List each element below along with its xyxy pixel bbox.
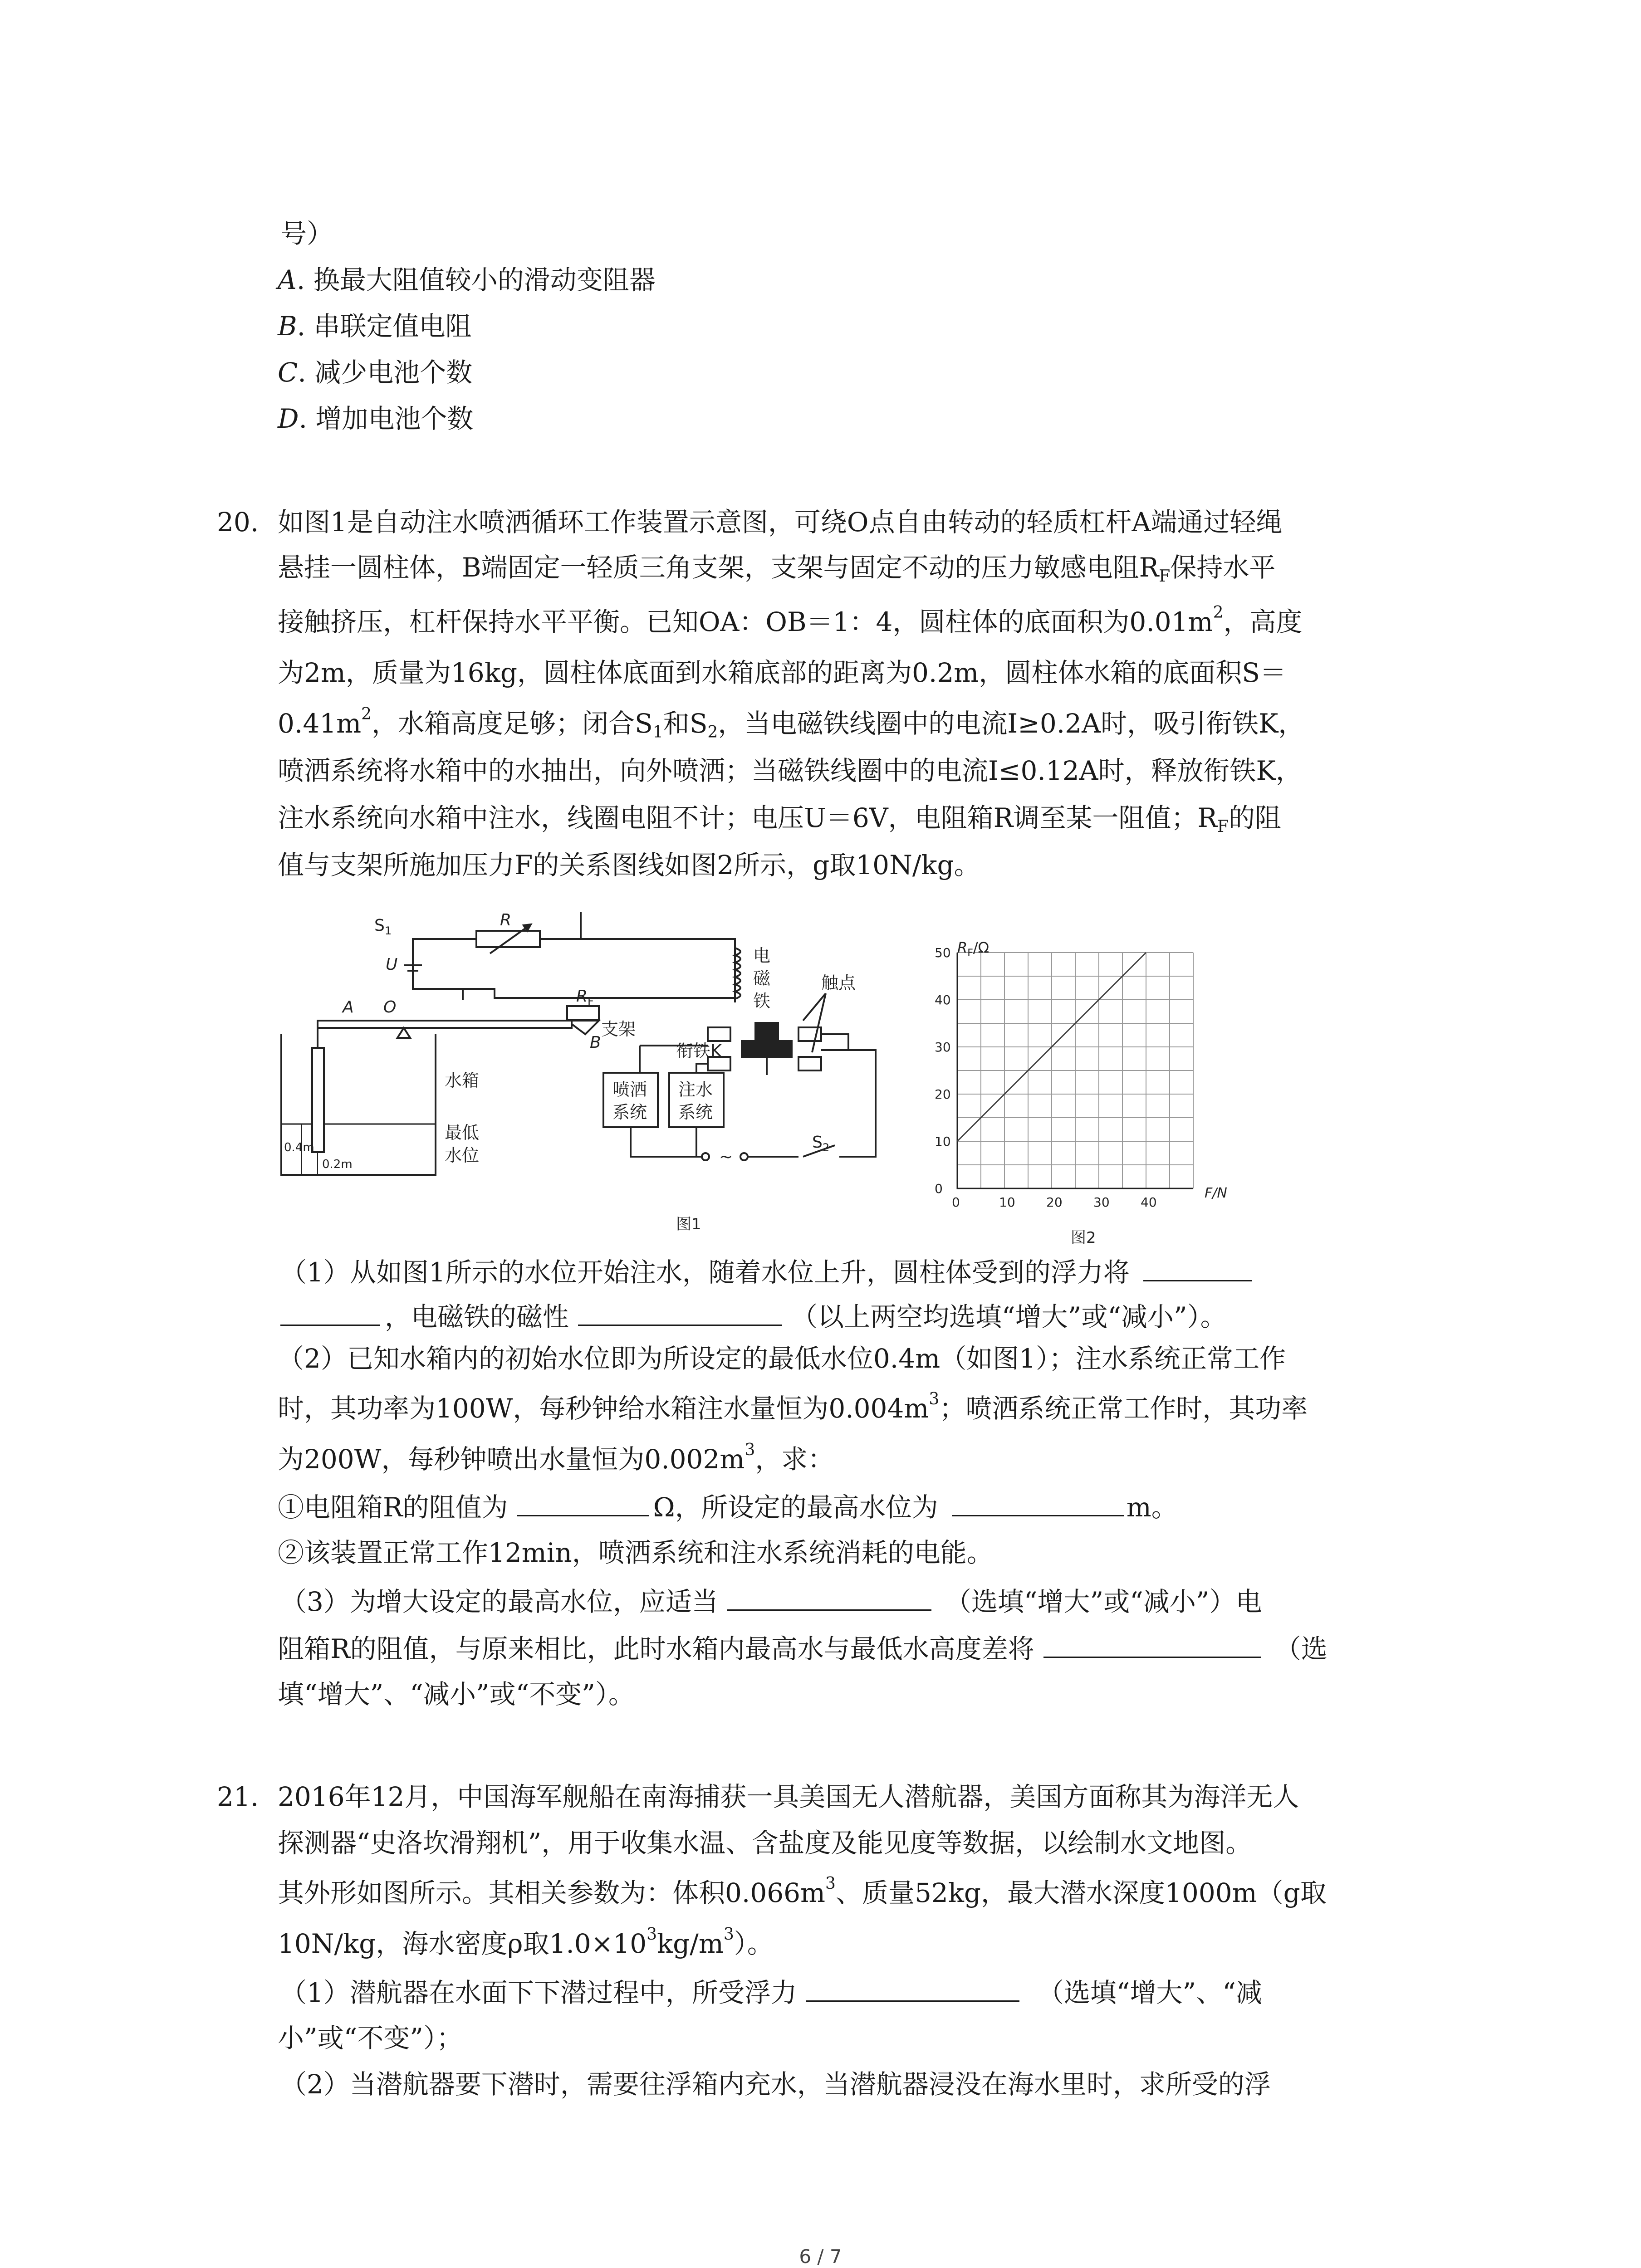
- q20-line-6: 喷洒系统将水箱中的水抽出，向外喷洒；当磁铁线圈中的电流I≤0.12A时，释放衔铁K，: [278, 755, 1302, 786]
- q20-line-4: 为2m，质量为16kg，圆柱体底面到水箱底部的距离为0.2m，圆柱体水箱的底面积S＝: [278, 657, 1286, 688]
- fig1-label-fill-2: 系统: [678, 1102, 713, 1122]
- q20-part-3-line-2: 阻箱R的阻值，与原来相比，此时水箱内最高水与最低水高度差将 （选: [278, 1633, 1327, 1664]
- fig1-label-r: R: [500, 912, 512, 929]
- chart-y-tick-label: 10: [935, 1134, 951, 1149]
- q20-line-8: 值与支架所施加压力F的关系图线如图2所示，g取10N/kg。: [278, 850, 980, 880]
- q20-part-1-line-1: （1）从如图1所示的水位开始注水，随着水位上升，圆柱体受到的浮力将: [280, 1256, 1252, 1288]
- fig1-label-coil-1: 电: [753, 946, 771, 966]
- chart-ylabel: $R_F/\Omega$: [957, 939, 989, 959]
- chart-x-tick-label: 20: [1046, 1195, 1063, 1210]
- fig1-label-ac: ~: [719, 1148, 733, 1166]
- q20-part-2-line-4: ①电阻箱R的阻值为 Ω，所设定的最高水位为 m。: [278, 1492, 1178, 1523]
- svg-text:S2: $S_2$: [812, 1133, 830, 1154]
- page-number: 6 / 7: [799, 2245, 842, 2268]
- chart-y-tick-label: 30: [935, 1040, 951, 1055]
- q20-line-5: $0.41m^2$，水箱高度足够；闭合S1和S2，当电磁铁线圈中的电流I≥0.2A时，吸引衔铁K，: [278, 705, 1305, 742]
- fig1-label-rf: R: [576, 987, 588, 1006]
- answer-blank[interactable]: [578, 1301, 782, 1326]
- chart-y-tick-label: 40: [935, 992, 951, 1007]
- q19-option-d[interactable]: D. 增加电池个数: [278, 403, 474, 434]
- q21-line-3: 其外形如图所示。其相关参数为：体积$0.066m^3$、质量52kg，最大潜水深度1000m（g取: [278, 1874, 1327, 1908]
- q20-line-3: 接触挤压，杠杆保持水平平衡。已知OA：OB＝1：4，圆柱体的底面积为$0.01m^2$，高度: [278, 603, 1303, 637]
- answer-blank[interactable]: [806, 1977, 1019, 2002]
- fig1-label-contact: 触点: [821, 973, 856, 993]
- fig1-label-coil-3: 铁: [753, 991, 771, 1011]
- answer-blank[interactable]: [280, 1301, 380, 1326]
- fig1-label-u: U: [386, 955, 398, 974]
- q20-part-2-line-2: 时，其功率为100W，每秒钟给水箱注水量恒为$0.004m^3$；喷洒系统正常工作时，其功率: [278, 1390, 1308, 1424]
- svg-text:S1: $S_1$: [374, 916, 392, 937]
- fig1-label-tank: 水箱: [445, 1070, 480, 1090]
- q21-line-2: 探测器“史洛坎滑翔机”，用于收集水温、含盐度及能见度等数据，以绘制水文地图。: [278, 1828, 1252, 1858]
- chart-caption: 图2: [1071, 1229, 1096, 1247]
- fig1-label-fill-1: 注水: [678, 1080, 713, 1100]
- fig1-label-min-2: 水位: [445, 1145, 480, 1165]
- figure-2-chart: [921, 934, 1239, 1252]
- q20-number: 20.: [217, 507, 259, 538]
- q20-line-1: 如图1是自动注水喷洒循环工作装置示意图，可绕O点自由转动的轻质杠杆A端通过轻绳: [278, 507, 1283, 538]
- q20-part-2-line-5: ②该装置正常工作12min，喷洒系统和注水系统消耗的电能。: [278, 1537, 993, 1568]
- fig1-label-o: O: [383, 998, 397, 1017]
- q20-part-3-line-1: （3）为增大设定的最高水位，应适当 （选填“增大”或“减小”）电: [280, 1586, 1262, 1617]
- answer-blank[interactable]: [1043, 1633, 1261, 1658]
- q19-option-b[interactable]: B. 串联定值电阻: [278, 311, 472, 342]
- fig1-label-armature: 衔铁K: [676, 1041, 722, 1061]
- fig1-label-s1: S: [374, 916, 385, 935]
- chart-x-tick-label: 10: [999, 1195, 1015, 1210]
- q20-part-1-line-2: ，电磁铁的磁性 （以上两空均选填“增大”或“减小”）。: [280, 1301, 1227, 1333]
- fig1-label-min-1: 最低: [445, 1123, 480, 1143]
- fig1-caption: 图1: [676, 1215, 701, 1233]
- chart-x-tick-label: 0: [952, 1195, 960, 1210]
- fig1-label-04m: 0.4m: [284, 1141, 314, 1154]
- q21-part-1-line-1: （1）潜航器在水面下下潜过程中，所受浮力 （选填“增大”、“减: [280, 1977, 1262, 2008]
- fig1-label-bracket: 支架: [601, 1019, 636, 1039]
- q20-part-3-line-3: 填“增大”、“减小”或“不变”）。: [278, 1679, 635, 1710]
- answer-blank[interactable]: [1143, 1256, 1252, 1281]
- fig1-label-02m: 0.2m: [322, 1158, 353, 1171]
- q19-option-a[interactable]: A. 换最大阻值较小的滑动变阻器: [278, 264, 656, 295]
- q21-part-1-line-2: 小”或“不变”）；: [278, 2023, 463, 2053]
- fig1-label-s2: S: [812, 1133, 823, 1152]
- fig1-label-coil-2: 磁: [753, 968, 771, 988]
- svg-text:RF: $R_F$: [576, 987, 594, 1008]
- fig1-label-a: A: [343, 998, 354, 1017]
- q20-part-2-line-1: （2）已知水箱内的初始水位即为所设定的最低水位0.4m（如图1）；注水系统正常工作: [278, 1343, 1286, 1374]
- chart-y-tick-label: 20: [935, 1087, 951, 1102]
- answer-blank[interactable]: [727, 1586, 931, 1611]
- answer-blank[interactable]: [952, 1491, 1124, 1516]
- q20-line-7: 注水系统向水箱中注水，线圈电阻不计；电压U＝6V，电阻箱R调至某一阻值；RF的阻: [278, 802, 1282, 836]
- fig1-label-spray-2: 系统: [612, 1102, 647, 1122]
- chart-x-tick-label: 30: [1093, 1195, 1110, 1210]
- chart-y-tick-label: 50: [935, 945, 951, 960]
- figure-1-diagram: [277, 912, 912, 1243]
- q20-part-2-line-3: 为200W，每秒钟喷出水量恒为$0.002m^3$，求：: [278, 1441, 834, 1475]
- q21-number: 21.: [217, 1781, 259, 1812]
- q21-line-4: 10N/kg，海水密度ρ取$1.0\times 10^3kg/m^3$）。: [278, 1925, 774, 1959]
- chart-xlabel: F/N: [1205, 1185, 1227, 1201]
- answer-blank[interactable]: [517, 1491, 649, 1516]
- chart-y-tick-label: 0: [935, 1181, 943, 1196]
- q19-continuation: 号）: [280, 218, 333, 249]
- q20-line-2: 悬挂一圆柱体，B端固定一轻质三角支架，支架与固定不动的压力敏感电阻RF保持水平: [278, 552, 1276, 586]
- q19-option-c[interactable]: C. 减少电池个数: [278, 357, 473, 388]
- fig1-label-b: B: [590, 1033, 601, 1052]
- q21-part-2-line-1: （2）当潜航器要下潜时，需要往浮箱内充水，当潜航器浸没在海水里时，求所受的浮: [280, 2069, 1271, 2100]
- q21-line-1: 2016年12月，中国海军舰船在南海捕获一具美国无人潜航器，美国方面称其为海洋无人: [278, 1781, 1299, 1812]
- chart-x-tick-label: 40: [1141, 1195, 1157, 1210]
- fig1-label-spray-1: 喷洒: [612, 1080, 647, 1100]
